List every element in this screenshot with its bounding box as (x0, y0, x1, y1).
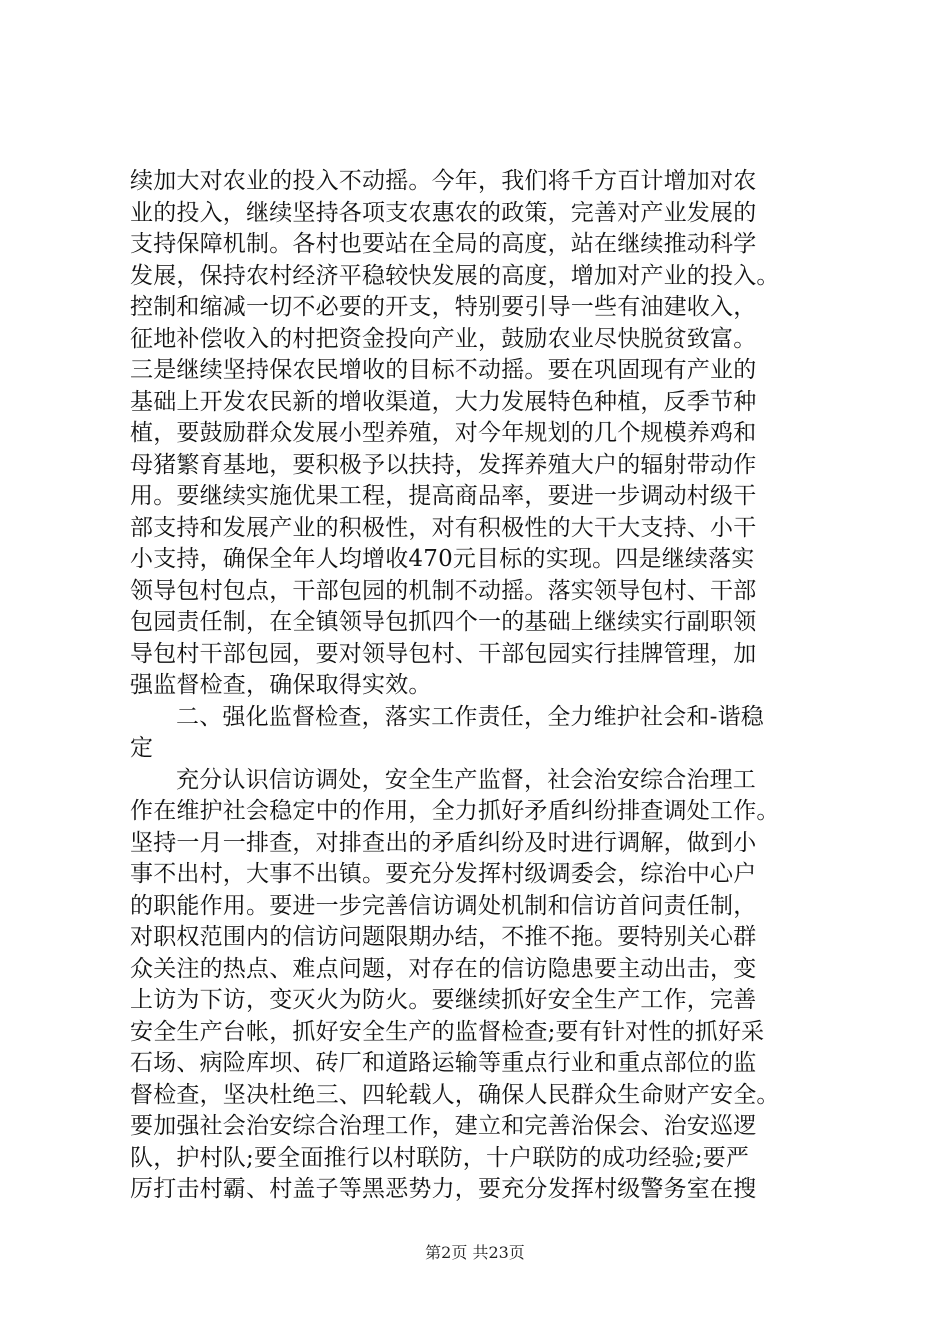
text-line: 队，护村队;要全面推行以村联防，十户联防的成功经验;要严 (130, 1144, 750, 1171)
text-line: 要加强社会治安综合治理工作，建立和完善治保会、治安巡逻 (130, 1113, 757, 1139)
text-line: 三是继续坚持保农民增收的目标不动摇。要在巩固现有产业的 (130, 357, 757, 383)
text-line: 续加大对农业的投入不动摇。今年，我们将千方百计增加对农 (130, 168, 757, 194)
text-line: 事不出村，大事不出镇。要充分发挥村级调委会，综治中心户 (130, 861, 757, 887)
text-line: 的职能作用。要进一步完善信访调处机制和信访首问责任制， (130, 892, 757, 919)
text-line: 坚持一月一排查，对排查出的矛盾纠纷及时进行调解，做到小 (130, 829, 757, 856)
section-heading-continuation: 定 (130, 735, 154, 761)
text-line: 植，要鼓励群众发展小型养殖，对今年规划的几个规模养鸡和 (130, 420, 757, 446)
text-line: 上访为下访，变灭火为防火。要继续抓好安全生产工作，完善 (130, 987, 757, 1013)
page-number-footer: 第2页 共23页 (425, 1243, 525, 1262)
text-line: 作在维护社会稳定中的作用，全力抓好矛盾纠纷排查调处工作。 (130, 798, 780, 824)
text-line: 控制和缩减一切不必要的开支，特别要引导一些有油建收入， (130, 294, 757, 320)
paragraph-first-line: 充分认识信访调处，安全生产监督，社会治安综合治理工 (176, 766, 756, 793)
text-line: 对职权范围内的信访问题限期办结，不推不拖。要特别关心群 (130, 924, 757, 950)
text-line: 包园责任制，在全镇领导包抓四个一的基础上继续实行副职领 (130, 609, 757, 635)
text-line: 众关注的热点、难点问题，对存在的信访隐患要主动出击，变 (130, 955, 757, 982)
text-line: 督检查，坚决杜绝三、四轮载人，确保人民群众生命财产安全。 (130, 1081, 780, 1108)
text-line: 小支持，确保全年人均增收470元目标的实现。四是继续落实 (130, 546, 755, 572)
text-line: 基础上开发农民新的增收渠道，大力发展特色种植，反季节种 (130, 388, 757, 415)
text-line: 导包村干部包园，要对领导包村、干部包园实行挂牌管理，加 (130, 640, 757, 667)
text-line: 发展，保持农村经济平稳较快发展的高度，增加对产业的投入。 (130, 262, 780, 289)
text-line: 厉打击村霸、村盖子等黑恶势力，要充分发挥村级警务室在搜 (130, 1176, 757, 1202)
text-line: 领导包村包点，干部包园的机制不动摇。落实领导包村、干部 (130, 577, 757, 604)
text-line: 用。要继续实施优果工程，提高商品率，要进一步调动村级干 (130, 483, 757, 509)
text-line: 支持保障机制。各村也要站在全局的高度，站在继续推动科学 (130, 231, 757, 257)
text-line: 业的投入，继续坚持各项支农惠农的政策，完善对产业发展的 (130, 199, 757, 226)
text-line: 母猪繁育基地，要积极予以扶持，发挥养殖大户的辐射带动作 (130, 451, 757, 478)
text-line: 石场、病险库坝、砖厂和道路运输等重点行业和重点部位的监 (130, 1050, 757, 1076)
text-line: 部支持和发展产业的积极性，对有积极性的大干大支持、小干 (130, 514, 757, 541)
text-line: 安全生产台帐，抓好安全生产的监督检查;要有针对性的抓好采 (130, 1018, 765, 1045)
section-heading: 二、强化监督检查，落实工作责任，全力维护社会和-谐稳 (176, 703, 764, 730)
text-line: 强监督检查，确保取得实效。 (130, 672, 432, 698)
document-body (130, 166, 830, 1206)
text-line: 征地补偿收入的村把资金投向产业，鼓励农业尽快脱贫致富。 (130, 325, 757, 352)
